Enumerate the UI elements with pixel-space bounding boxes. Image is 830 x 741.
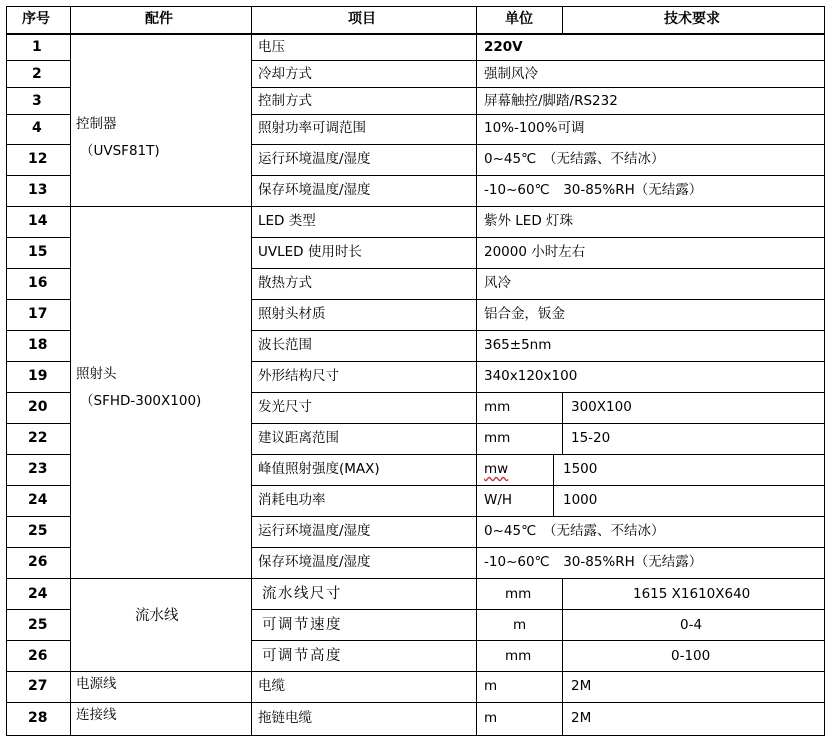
row-index: 28 [28,710,48,726]
row-divider [251,547,825,548]
row-divider [251,237,825,238]
row-value: 365±5nm [484,337,552,353]
row-index: 18 [28,337,48,353]
row-value: 1000 [563,492,598,508]
row-item: UVLED 使用时长 [258,244,362,260]
row-index: 12 [28,151,48,167]
table-border [6,6,825,7]
row-item: 运行环境温度/湿度 [258,523,371,539]
row-value: 10%-100%可调 [484,120,585,136]
row-index: 24 [28,586,48,602]
part-name: 控制器 [76,116,117,132]
row-item: 照射功率可调范围 [258,120,366,136]
row-divider [251,60,825,61]
header-part: 配件 [145,11,173,27]
row-divider [6,423,71,424]
row-index: 24 [28,492,48,508]
table-border [562,578,563,671]
row-value: 300X100 [571,399,632,415]
table-border [476,6,477,736]
row-value: 0-100 [671,648,711,664]
row-item: 建议距离范围 [258,430,339,446]
table-border [6,206,825,207]
row-value: 风冷 [484,275,511,291]
table-border [6,6,7,736]
row-divider [251,609,825,610]
row-divider [251,114,825,115]
row-value: 0-4 [680,617,703,633]
row-divider [6,299,71,300]
row-value: 1615 X1610X640 [633,586,751,602]
row-divider [251,268,825,269]
row-value: 屏幕触控/脚踏/RS232 [484,93,618,109]
part-name: 电源线 [76,676,117,692]
row-index: 13 [28,182,48,198]
row-item: 消耗电功率 [258,492,326,508]
row-index: 3 [32,93,42,109]
row-index: 26 [28,648,48,664]
row-item: 拖链电缆 [258,710,312,726]
table-border [562,671,563,736]
row-unit: m [484,678,498,694]
row-value: 紫外 LED 灯珠 [484,213,574,229]
row-index: 19 [28,368,48,384]
table-border [6,735,825,736]
row-unit: m [484,710,498,726]
row-divider [6,609,71,610]
row-divider [6,330,71,331]
row-item: 电压 [258,39,285,55]
row-item: 保存环境温度/湿度 [258,182,371,198]
row-divider [6,454,71,455]
row-divider [6,268,71,269]
row-divider [6,175,71,176]
table-border [251,6,252,736]
row-value: -10~60℃ 30-85%RH（无结露） [484,554,703,570]
row-index: 1 [32,39,42,55]
part-model: （SFHD-300X100) [80,393,202,409]
row-unit: mm [505,586,532,602]
row-item: LED 类型 [258,213,316,229]
row-item: 运行环境温度/湿度 [258,151,371,167]
row-index: 2 [32,66,42,82]
row-divider [6,547,71,548]
row-value: -10~60℃ 30-85%RH（无结露） [484,182,703,198]
row-divider [251,144,825,145]
table-border [6,578,825,579]
row-index: 4 [32,120,42,136]
part-name: 连接线 [76,707,117,723]
row-index: 17 [28,306,48,322]
row-item: 波长范围 [258,337,312,353]
table-border [70,6,71,736]
row-divider [6,87,71,88]
row-index: 26 [28,554,48,570]
row-value: 0~45℃ （无结露、不结冰） [484,151,665,167]
row-unit: m [513,617,527,633]
row-item: 可调节速度 [262,617,342,633]
row-divider [251,485,825,486]
row-item: 流水线尺寸 [262,586,342,602]
row-divider [251,330,825,331]
row-divider [251,392,825,393]
row-item: 保存环境温度/湿度 [258,554,371,570]
row-value: 2M [571,678,592,694]
row-divider [6,516,71,517]
row-unit: W/H [484,492,513,508]
row-value: 0~45℃ （无结露、不结冰） [484,523,665,539]
row-divider [251,640,825,641]
row-divider [6,485,71,486]
row-divider [251,87,825,88]
row-item: 照射头材质 [258,306,326,322]
row-divider [6,114,71,115]
row-item: 控制方式 [258,93,312,109]
row-item: 外形结构尺寸 [258,368,339,384]
row-divider [6,60,71,61]
part-name: 照射头 [76,366,117,382]
table-border [562,6,563,33]
row-divider [251,454,825,455]
row-index: 25 [28,617,48,633]
row-value: 1500 [563,461,598,477]
header-item: 项目 [348,11,376,27]
row-divider [6,144,71,145]
row-unit: mm [484,399,511,415]
row-divider [6,237,71,238]
row-index: 22 [28,430,48,446]
row-divider [251,175,825,176]
row-index: 27 [28,678,48,694]
table-border [824,6,825,736]
table-border [6,671,825,672]
row-divider [251,423,825,424]
row-index: 16 [28,275,48,291]
row-index: 15 [28,244,48,260]
header-requirement: 技术要求 [664,11,720,27]
row-divider [251,516,825,517]
row-divider [251,299,825,300]
table-border [6,33,825,35]
row-divider [6,392,71,393]
row-item: 电缆 [258,678,285,694]
row-item: 可调节高度 [262,648,342,664]
row-value: 15-20 [571,430,611,446]
part-name: 流水线 [135,608,179,624]
row-item: 峰值照射强度(MAX) [258,461,380,477]
row-value: 20000 小时左右 [484,244,586,260]
table-border [6,702,825,703]
header-index: 序号 [22,11,50,27]
row-value: 强制风冷 [484,66,538,82]
header-unit: 单位 [505,11,533,27]
row-divider [251,361,825,362]
row-unit: mm [505,648,532,664]
row-value: 340x120x100 [484,368,578,384]
row-index: 20 [28,399,48,415]
row-divider [6,361,71,362]
row-index: 23 [28,461,48,477]
row-value: 220V [484,39,523,55]
row-index: 25 [28,523,48,539]
row-item: 发光尺寸 [258,399,312,415]
row-value: 2M [571,710,592,726]
part-model: （UVSF81T) [80,143,160,159]
row-item: 冷却方式 [258,66,312,82]
row-index: 14 [28,213,48,229]
row-value: 铝合金，钣金 [484,306,565,322]
row-unit: mw [484,461,509,477]
row-item: 散热方式 [258,275,312,291]
row-divider [6,640,71,641]
row-unit: mm [484,430,511,446]
